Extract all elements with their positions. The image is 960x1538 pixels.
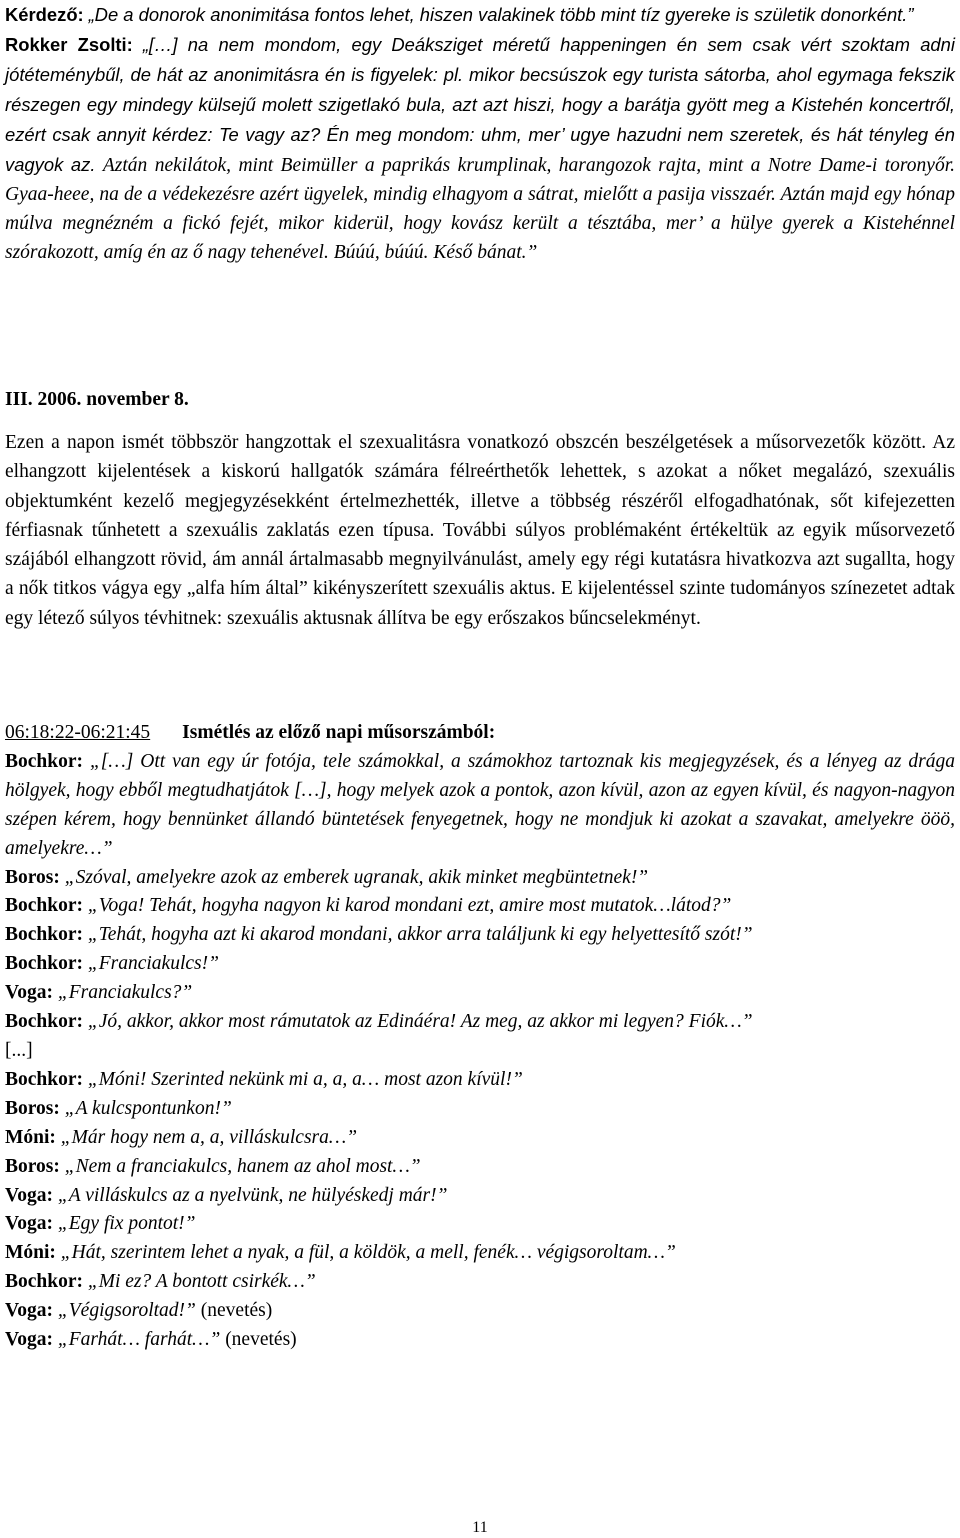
speaker-label: Bochkor: bbox=[5, 924, 83, 946]
dialogue-note: (nevetés) bbox=[195, 1300, 273, 1322]
dialogue-line bbox=[5, 1066, 955, 1095]
quote-text: Aztán nekilátok, mint Beimüller a paprikás krumplinak, harangozok rajta, mint a Notre Dame-i toronyőr. Gyaa-heee, na de a védekezésre azért ügyelek, mindig elhagyom a sátrat, mielőtt a pasija visszaér. Aztán majd egy hónap múlva megnézném a fickó fejét, mikor kiderül, hogy kovász került a tésztába, mer’ a hülye gyerek a Kistehénnel szórakozott, amíg én az ő nagy tehenével. Búúú, búúú. Késő bánat.” bbox=[5, 155, 955, 263]
dialogue-text: „[…] Ott van egy úr fotója, tele számokkal, a számokhoz tartoznak kis megjegyzések, és a lényeg az drága hölgyek, hogy ebből megtudhatjátok […], hogy melyek azok a pontok, azon kívül, azon az egyen kívül, és nagyon-nagyon szépen kérem, hogy bennünket állandó büntetések fenyegetnek, hogy ne mondjuk ki azokat a szavakat, amelyekre ööö, amelyekre…” bbox=[5, 750, 955, 859]
dialogue-line bbox=[5, 892, 955, 921]
speaker-label: Voga: bbox=[5, 1213, 54, 1235]
dialogue-note: (nevetés) bbox=[220, 1329, 297, 1351]
speaker-label: Boros: bbox=[5, 1097, 60, 1119]
body-paragraph: Ezen a napon ismét többször hangzottak el szexualitásra vonatkozó obszcén beszélgetések a műsorvezetők között. Az elhangzott kijelentések a kiskorú hallgatók számára félreérthetők lehettek, s azokat a nőket megalázó, szexuális objektumként kezelő megjegyzésekként értelmezhették, illetve a többség részéről elfogadhatónak, sőt kifejezetten férfiasnak tűnhetett a szexuális zaklatás ezen típusa. További súlyos problémaként értékeltük az egyik műsorvezető szájából elhangzott rövid, ám annál ártalmasabb megnyilvánulást, amely egy régi kutatásra hivatkozva azt sugallta, hogy a nők titkos vágya egy „alfa hím által” kikényszerített szexuális aktus. E kijelentéssel szinte tudományos színezetet adtak egy létező súlyos tévhitnek: szexuális aktusnak állítva be egy erőszakos bűncselekményt. bbox=[5, 432, 955, 629]
dialogue-line bbox=[5, 1297, 955, 1326]
speaker-label: Móni: bbox=[5, 1242, 56, 1264]
dialogue-text: „A kulcspontunkon!” bbox=[64, 1097, 232, 1119]
speaker-label: Bochkor: bbox=[5, 750, 83, 772]
speaker-label: Voga: bbox=[5, 1300, 54, 1322]
speaker-label: Kérdező: bbox=[5, 4, 84, 25]
page-number: 11 bbox=[472, 1519, 488, 1536]
speaker-label: Voga: bbox=[5, 1329, 54, 1351]
dialogue-line bbox=[5, 1268, 955, 1297]
dialogue-text: „Hát, szerintem lehet a nyak, a fül, a köldök, a mell, fenék… végigsoroltam…” bbox=[60, 1242, 676, 1264]
speaker-label: Boros: bbox=[5, 1155, 60, 1177]
speaker-label: Bochkor: bbox=[5, 1068, 83, 1090]
transcript bbox=[5, 719, 955, 1355]
dialogue-text: „Egy fix pontot!” bbox=[57, 1213, 196, 1235]
dialogue-text: „Tehát, hogyha azt ki akarod mondani, akkor arra találjunk ki egy helyettesítő szót!” bbox=[87, 924, 753, 946]
dialogue-text: „Nem a franciakulcs, hanem az ahol most…” bbox=[64, 1155, 421, 1177]
dialogue-line bbox=[5, 1326, 955, 1355]
quote-text: „De a donorok anonimitása fontos lehet, hiszen valakinek több mint tíz gyereke is születik donorként.” bbox=[88, 4, 914, 25]
speaker-label: Bochkor: bbox=[5, 895, 83, 917]
dialogue-text: „Mi ez? A bontott csirkék…” bbox=[87, 1271, 316, 1293]
speaker-label: Móni: bbox=[5, 1126, 56, 1148]
dialogue-text: „Jó, akkor, akkor most rámutatok az Edináéra! Az meg, az akkor mi legyen? Fiók…” bbox=[87, 1011, 753, 1033]
dialogue-line bbox=[5, 950, 955, 979]
dialogue-list bbox=[5, 748, 955, 1355]
speaker-label: Boros: bbox=[5, 866, 60, 888]
dialogue-text: „Voga! Tehát, hogyha nagyon ki karod mondani ezt, amire most mutatok…látod?” bbox=[87, 895, 732, 917]
dialogue-line bbox=[5, 1037, 955, 1066]
dialogue-text: „Szóval, amelyekre azok az emberek ugranak, akik minket megbüntetnek!” bbox=[64, 866, 649, 888]
speaker-label: Voga: bbox=[5, 982, 54, 1004]
dialogue-line bbox=[5, 1210, 955, 1239]
segment-header bbox=[5, 719, 955, 748]
dialogue-text: „Farhát… farhát…” bbox=[57, 1329, 221, 1351]
dialogue-line bbox=[5, 1182, 955, 1211]
dialogue-line bbox=[5, 1008, 955, 1037]
quote-text: „[…] na nem mondom, egy Deáksziget méretű happeningen én sem csak vért szoktam adni jótéteménybűl, de hát az anonimitásra én is figyelek: pl. mikor becsúszok egy turista sátorba, ahol egymaga fekszik részegen egy mindegy külsejű molett szigetlakó bula, azt azt hiszi, hogy a barátja gyött meg a Kistehén koncertről, ezért csak annyit kérdez: Te vagy az? Én meg mondom: uhm, mer’ ugye hazudni nem szeretek, és hát tényleg én vagyok az. bbox=[5, 34, 955, 175]
dialogue-line bbox=[5, 864, 955, 893]
speaker-label: Bochkor: bbox=[5, 1271, 83, 1293]
dialogue-text: „Már hogy nem a, a, villáskulcsra…” bbox=[60, 1126, 358, 1148]
dialogue-note: [...] bbox=[5, 1039, 33, 1061]
dialogue-text: „A villáskulcs az a nyelvünk, ne hülyéskedj már!” bbox=[57, 1184, 448, 1206]
speaker-label: Bochkor: bbox=[5, 953, 83, 975]
dialogue-line bbox=[5, 1153, 955, 1182]
dialogue-text: „Franciakulcs?” bbox=[57, 982, 193, 1004]
dialogue-line bbox=[5, 979, 955, 1008]
dialogue-line bbox=[5, 748, 955, 864]
dialogue-text: „Móni! Szerinted nekünk mi a, a, a… most azon kívül!” bbox=[87, 1068, 523, 1090]
dialogue-text: „Franciakulcs!” bbox=[87, 953, 219, 975]
dialogue-line bbox=[5, 921, 955, 950]
dialogue-line bbox=[5, 1124, 955, 1153]
quote-paragraph bbox=[5, 0, 955, 267]
dialogue-line bbox=[5, 1239, 955, 1268]
dialogue-text: „Végigsoroltad!” bbox=[57, 1300, 196, 1322]
section-heading: III. 2006. november 8. bbox=[5, 389, 189, 410]
speaker-label: Rokker Zsolti: bbox=[5, 34, 133, 55]
dialogue-line bbox=[5, 1095, 955, 1124]
speaker-label: Bochkor: bbox=[5, 1011, 83, 1033]
speaker-label: Voga: bbox=[5, 1184, 54, 1206]
timestamp: 06:18:22-06:21:45 bbox=[5, 722, 151, 743]
segment-title: Ismétlés az előző napi műsorszámból: bbox=[182, 722, 496, 743]
